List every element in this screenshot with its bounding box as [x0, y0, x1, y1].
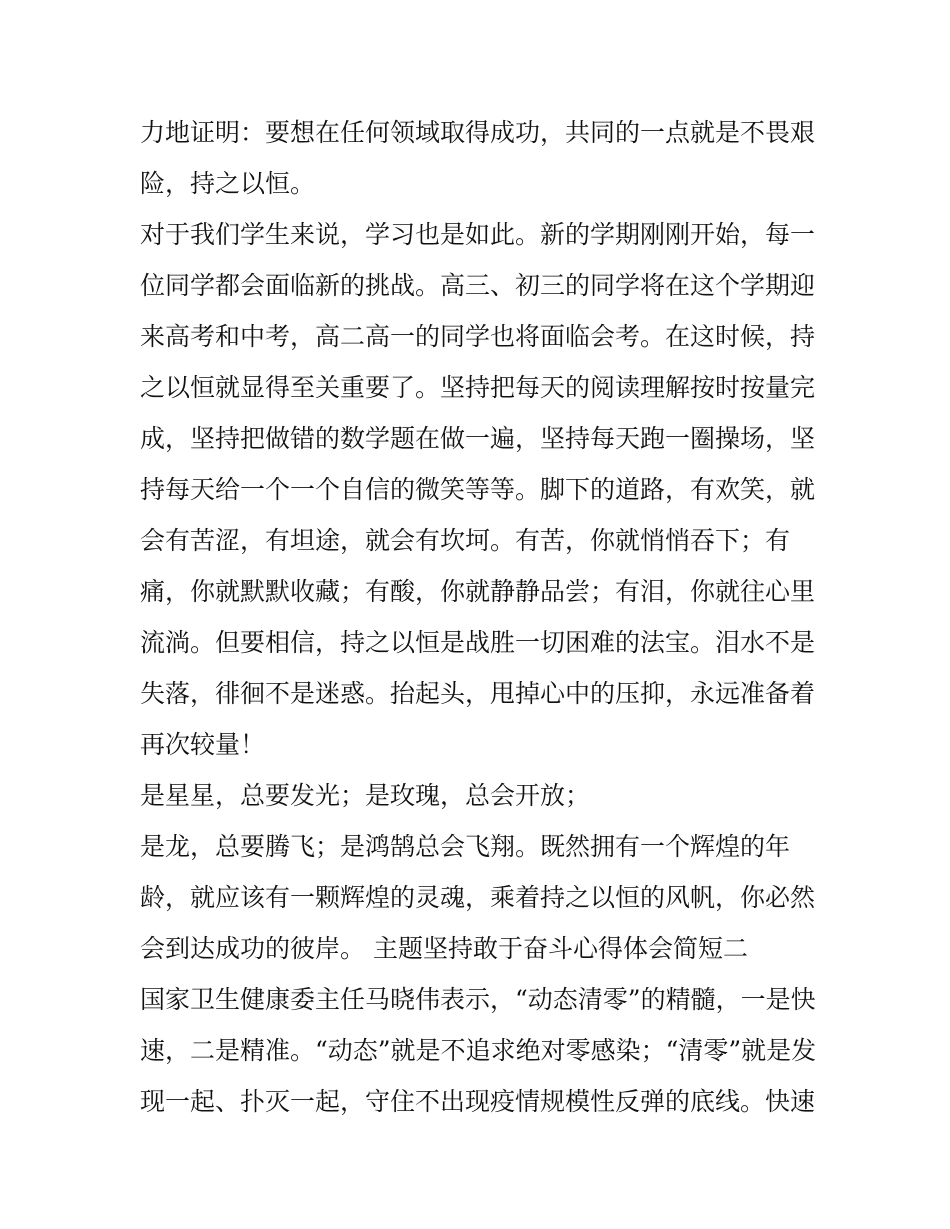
text-line: 力地证明：要想在任何领域取得成功，共同的一点就是不畏艰 [140, 118, 816, 147]
text-line: 对于我们学生来说，学习也是如此。新的学期刚刚开始，每一 [140, 220, 816, 249]
text-line: 现一起、扑灭一起，守住不出现疫情规模性反弹的底线。快速 [140, 1087, 816, 1116]
text-line: 位同学都会面临新的挑战。高三、初三的同学将在这个学期迎 [140, 271, 816, 300]
text-line: 来高考和中考，高二高一的同学也将面临会考。在这时候，持 [140, 322, 816, 351]
text-line: 痛，你就默默收藏；有酸，你就静静品尝；有泪，你就往心里 [140, 577, 816, 606]
text-line: 失落，徘徊不是迷惑。抬起头，甩掉心中的压抑，永远准备着 [140, 679, 816, 708]
text-line: 之以恒就显得至关重要了。坚持把每天的阅读理解按时按量完 [140, 373, 816, 402]
text-line: 成，坚持把做错的数学题在做一遍，坚持每天跑一圈操场，坚 [140, 424, 816, 453]
text-line: 是星星，总要发光；是玫瑰，总会开放； [140, 781, 591, 810]
text-line: 国家卫生健康委主任马晓伟表示，“动态清零”的精髓，一是快 [140, 985, 816, 1014]
text-line: 会到达成功的彼岸。 主题坚持敢于奋斗心得体会简短二 [140, 934, 748, 963]
text-line: 持每天给一个一个自信的微笑等等。脚下的道路，有欢笑，就 [140, 475, 816, 504]
text-line: 再次较量！ [140, 730, 266, 759]
text-line: 流淌。但要相信，持之以恒是战胜一切困难的法宝。泪水不是 [140, 628, 816, 657]
text-line: 会有苦涩，有坦途，就会有坎坷。有苦，你就悄悄吞下；有 [140, 526, 791, 555]
text-line: 是龙，总要腾飞；是鸿鹄总会飞翔。既然拥有一个辉煌的年 [140, 832, 791, 861]
body-text [140, 107, 820, 1127]
text-line: 险，持之以恒。 [140, 169, 316, 198]
text-line: 速，二是精准。“动态”就是不追求绝对零感染；“清零”就是发 [140, 1036, 817, 1065]
text-line: 龄，就应该有一颗辉煌的灵魂，乘着持之以恒的风帆，你必然 [140, 883, 816, 912]
